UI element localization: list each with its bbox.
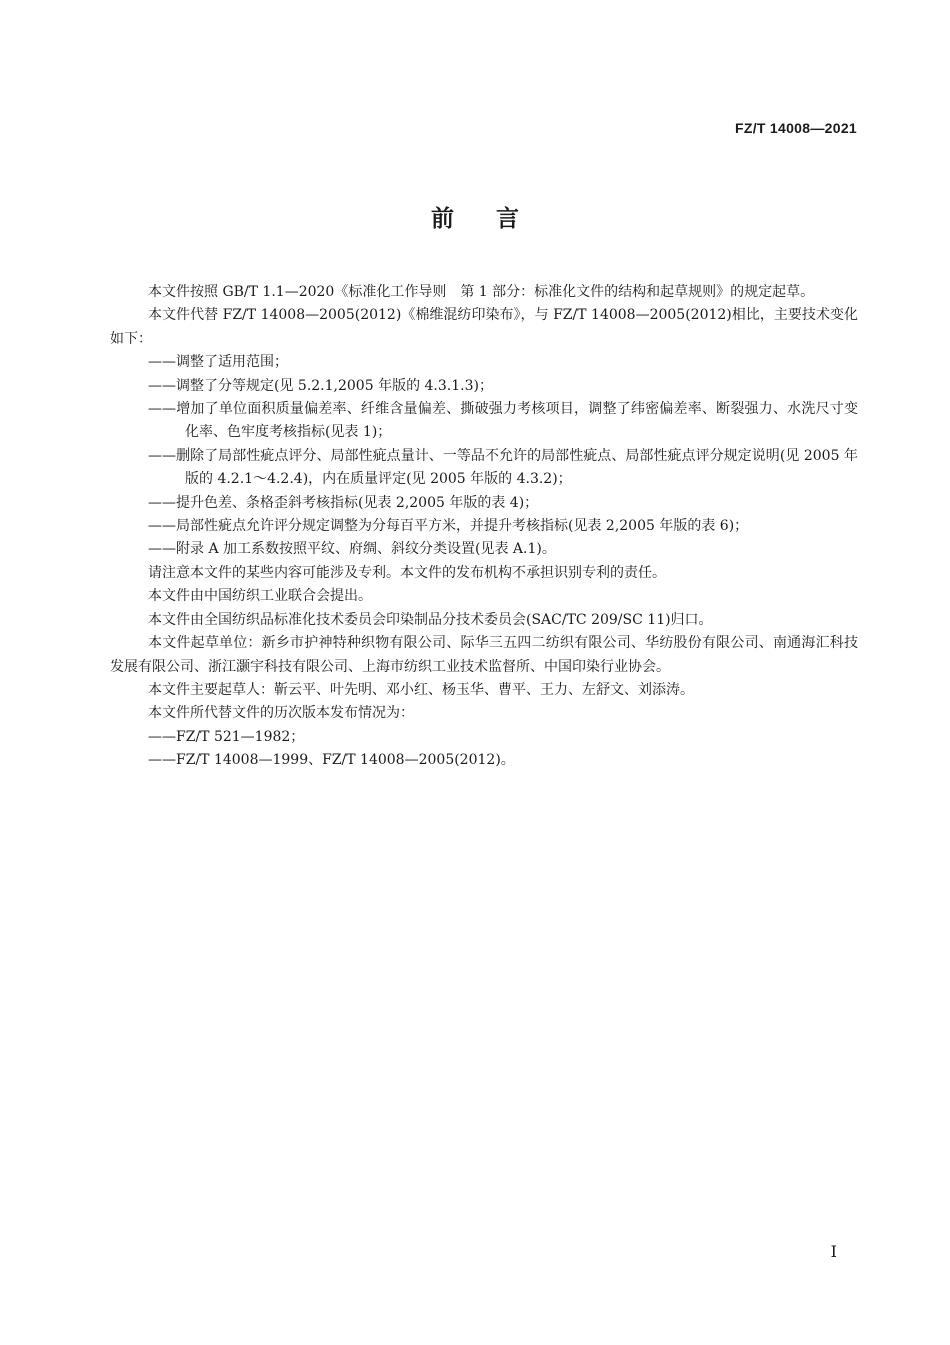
document-body (110, 281, 858, 773)
version-item: ——FZ/T 521—1982； (148, 728, 305, 745)
paragraph-replacement: 本文件代替 FZ/T 14008—2005(2012)《棉维混纺印染布》，与 FZ/T 14008—2005(2012)相比，主要技术变化如下： (110, 307, 858, 347)
page-title: 前言 (431, 206, 561, 232)
change-item: ——删除了局部性疵点评分、局部性疵点量计、一等品不允许的局部性疵点、局部性疵点评分规定说明(见 2005 年版的 4.2.1～4.2.4)，内在质量评定(见 2005 年版的 4.3.2)； (148, 447, 858, 488)
change-item: ——调整了分等规定(见 5.2.1,2005 年版的 4.3.1.3)； (148, 377, 493, 394)
change-item: ——提升色差、条格歪斜考核指标(见表 2,2005 年版的表 4)； (148, 494, 539, 511)
standard-number: FZ/T 14008—2021 (734, 120, 857, 136)
paragraph-proposer: 本文件由中国纺织工业联合会提出。 (148, 588, 372, 605)
page-number: I (830, 1242, 837, 1261)
paragraph-patent-notice: 请注意本文件的某些内容可能涉及专利。本文件的发布机构不承担识别专利的责任。 (148, 564, 666, 581)
change-item: ——附录 A 加工系数按照平纹、府绸、斜纹分类设置(见表 A.1)。 (148, 541, 556, 558)
change-item: ——调整了适用范围； (148, 354, 288, 371)
paragraph-drafting-units: 本文件起草单位：新乡市护神特种织物有限公司、际华三五四二纺织有限公司、华纺股份有限公司、南通海汇科技发展有限公司、浙江灏宇科技有限公司、上海市纺织工业技术监督所、中国印染行业协会。 (110, 635, 858, 675)
paragraph-drafting-rules: 本文件按照 GB/T 1.1—2020《标准化工作导则 第 1 部分：标准化文件的结构和起草规则》的规定起草。 (148, 284, 815, 300)
version-item: ——FZ/T 14008—1999、FZ/T 14008—2005(2012)。 (148, 752, 515, 769)
paragraph-version-history: 本文件所代替文件的历次版本发布情况为： (148, 705, 414, 722)
paragraph-committee: 本文件由全国纺织品标准化技术委员会印染制品分技术委员会(SAC/TC 209/SC 11)归口。 (148, 611, 713, 628)
change-item: ——增加了单位面积质量偏差率、纤维含量偏差、撕破强力考核项目，调整了纬密偏差率、断裂强力、水洗尺寸变化率、色牢度考核指标(见表 1)； (148, 401, 858, 441)
paragraph-drafters: 本文件主要起草人：靳云平、叶先明、邓小红、杨玉华、曹平、王力、左舒文、刘添涛。 (148, 681, 694, 698)
change-item: ——局部性疵点允许评分规定调整为分每百平方米，并提升考核指标(见表 2,2005 年版的表 6)； (148, 518, 749, 535)
